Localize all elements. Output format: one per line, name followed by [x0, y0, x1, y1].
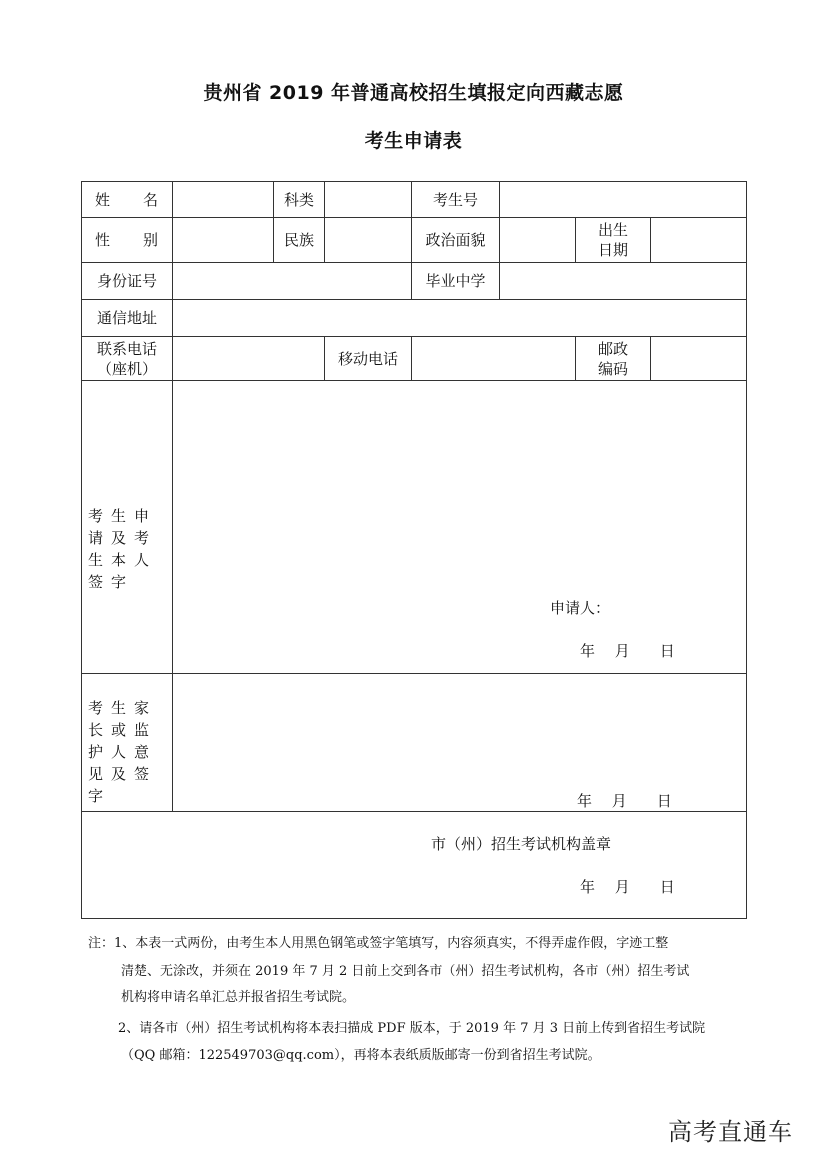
seal-label: 市（州）招生考试机构盖章 — [431, 835, 612, 853]
postcode-label: 邮政 编码 — [597, 339, 628, 378]
application-date: 年 月 日 — [580, 642, 675, 660]
gender-field[interactable] — [173, 218, 273, 262]
subject-label: 科类 — [283, 190, 314, 209]
mobile-label: 移动电话 — [337, 349, 398, 368]
birth-date-label: 出生 日期 — [597, 221, 628, 259]
id-number-field[interactable] — [173, 263, 411, 299]
exam-number-label: 考生号 — [432, 190, 478, 209]
subject-field[interactable] — [325, 182, 411, 217]
application-field[interactable] — [173, 381, 746, 673]
note-1-line-3: 机构将申请名单汇总并报省招生考试院。 — [121, 990, 356, 1005]
ethnicity-field[interactable] — [325, 218, 411, 262]
seal-date: 年 月 日 — [580, 878, 675, 896]
parent-date: 年 月 日 — [577, 792, 672, 810]
name-label: 姓 名 — [94, 190, 159, 209]
mobile-field[interactable] — [412, 337, 575, 380]
postcode-field[interactable] — [651, 337, 746, 380]
watermark-text: 高考直通车 — [668, 1118, 793, 1146]
political-status-field[interactable] — [500, 218, 575, 262]
address-field[interactable] — [173, 300, 746, 336]
exam-number-field[interactable] — [500, 182, 746, 217]
ethnicity-label: 民族 — [283, 231, 314, 249]
note-2-line-2: （QQ 邮箱：122549703@qq.com），再将本表纸质版邮寄一份到省招生考试院。 — [121, 1048, 601, 1063]
form-subtitle: 考生申请表 — [364, 130, 463, 152]
note-1-line-1: 注：1、本表一式两份，由考生本人用黑色钢笔或签字笔填写，内容须真实，不得弄虚作假，字迹工整 — [88, 936, 669, 951]
gender-label: 性 别 — [94, 231, 159, 249]
parent-signature-label: 考生家长或监护人意见及签字 — [88, 699, 158, 805]
school-field[interactable] — [500, 263, 746, 299]
note-1-line-2: 清楚、无涂改，并须在 2019 年 7 月 2 日前上交到各市（州）招生考试机构，各市（州）招生考试 — [121, 964, 690, 979]
note-2-line-1: 2、请各市（州）招生考试机构将本表扫描成 PDF 版本，于 2019 年 7 月 3 日前上传到省招生考试院 — [118, 1021, 706, 1036]
application-signature-label: 考生申请及考生本人签字 — [88, 507, 158, 591]
school-label: 毕业中学 — [425, 272, 486, 290]
landline-label: 联系电话 （座机） — [96, 339, 157, 378]
name-field[interactable] — [173, 182, 273, 217]
id-number-label: 身份证号 — [96, 272, 157, 290]
birth-date-field[interactable] — [651, 218, 746, 262]
applicant-label: 申请人： — [550, 599, 611, 617]
political-status-label: 政治面貌 — [425, 231, 486, 249]
form-title: 贵州省 2019 年普通高校招生填报定向西藏志愿 — [203, 82, 624, 104]
landline-field[interactable] — [173, 337, 324, 380]
address-label: 通信地址 — [96, 309, 157, 327]
